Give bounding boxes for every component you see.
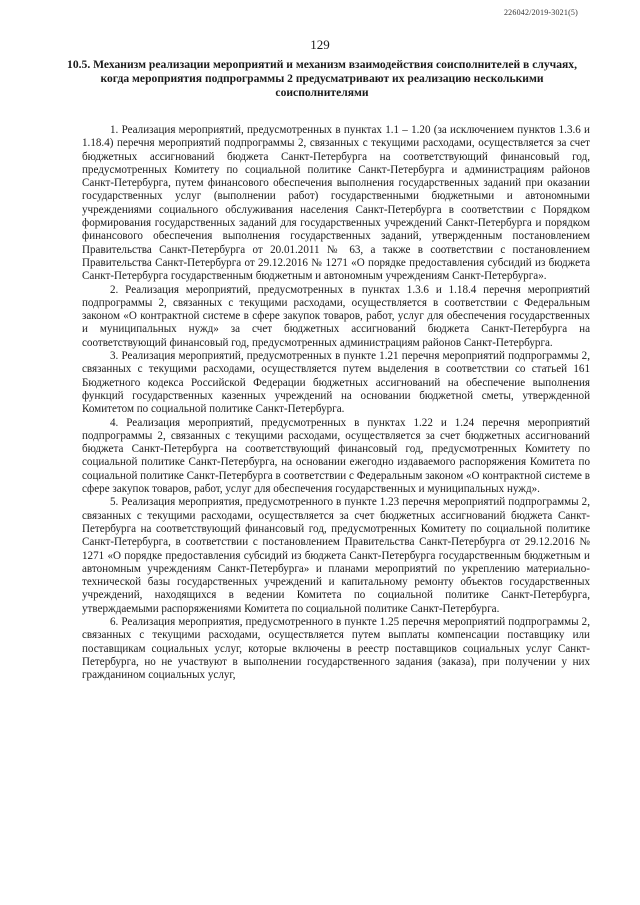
paragraph-3: 3. Реализация мероприятий, предусмотренных в пункте 1.21 перечня мероприятий подпрограммы 2, связанных с текущими расходами, осуществляется путем выделения в соответствии со статьей 161 Бюджетного кодекса Российской Федерации бюджетных ассигнований на обеспечение выполнения функций государственных казенных учреждений на основании бюджетной сметы, утвержденной Комитетом по социальной политике Санкт-Петербурга. xyxy=(82,350,590,416)
page-number: 129 xyxy=(310,37,330,52)
section-heading: 10.5. Механизм реализации мероприятий и механизм взаимодействия соисполнителей в случаях, когда мероприятия подпрограммы 2 предусматривают их реализацию несколькими соисполнителями xyxy=(67,58,577,99)
paragraph-1: 1. Реализация мероприятий, предусмотренных в пунктах 1.1 – 1.20 (за исключением пунктов 1.3.6 и 1.18.4) перечня мероприятий подпрограммы 2, связанных с текущими расходами, осуществляется за счет бюджетных ассигнований бюджета Санкт-Петербурга на соответствующий финансовый год, предусмотренных Комитету по социальной политике Санкт-Петербурга и администрациям районов Санкт-Петербурга, путем финансового обеспечения выполнения государственных заданий при оказании государственных услуг (выполнении работ) государственными бюджетными и автономными учреждениями социального обслуживания населения Санкт-Петербурга в соответствии с Порядком формирования государственных заданий для государственных учреждений Санкт-Петербурга и порядком финансового обеспечения выполнения государственных заданий, утвержденным постановлением Правительства Санкт-Петербурга от 20.01.2011 № 63, а также в соответствии с постановлением Правительства Санкт-Петербурга от 29.12.2016 № 1271 «О порядке предоставления субсидий из бюджета Санкт-Петербурга государственным бюджетным и автономным учреждениям Санкт-Петербурга». xyxy=(82,124,590,283)
document-body xyxy=(82,124,590,682)
document-registration-number: 226042/2019-3021(5) xyxy=(503,8,578,17)
paragraph-2: 2. Реализация мероприятий, предусмотренных в пунктах 1.3.6 и 1.18.4 перечня мероприятий подпрограммы 2, связанных с текущими расходами, осуществляется в соответствии с Федеральным законом «О контрактной системе в сфере закупок товаров, работ, услуг для обеспечения государственных и муниципальных нужд» за счет бюджетных ассигнований бюджета Санкт-Петербурга на соответствующий финансовый год, предусмотренных администрациям районов Санкт-Петербурга. xyxy=(82,283,590,349)
paragraph-4: 4. Реализация мероприятий, предусмотренных в пунктах 1.22 и 1.24 перечня мероприятий подпрограммы 2, связанных с текущими расходами, осуществляется за счет бюджетных ассигнований бюджета Санкт-Петербурга на соответствующий финансовый год, предусмотренных Комитету по социальной политике Санкт-Петербурга, на основании ежегодно издаваемого распоряжения Комитета по социальной политике Санкт-Петербурга в соответствии с Федеральным законом «О контрактной системе в сфере закупок товаров, работ, услуг для обеспечения государственных и муниципальных нужд». xyxy=(82,416,590,496)
paragraph-5: 5. Реализация мероприятия, предусмотренного в пункте 1.23 перечня мероприятий подпрограммы 2, связанных с текущими расходами, осуществляется за счет бюджетных ассигнований бюджета Санкт-Петербурга на соответствующий финансовый год, предусмотренных Комитету по социальной политике Санкт-Петербурга, в соответствии с постановлением Правительства Санкт-Петербурга от 29.12.2016 № 1271 «О порядке предоставления субсидий из бюджета Санкт-Петербурга государственным бюджетным и автономным учреждениям Санкт-Петербурга» и планами мероприятий по укреплению материально-технической базы государственных учреждений и капитальному ремонту объектов государственных учреждений, находящихся в ведении Комитета по социальной политике Санкт-Петербурга, утверждаемыми распоряжениями Комитета по социальной политике Санкт-Петербурга. xyxy=(82,496,590,615)
paragraph-6: 6. Реализация мероприятия, предусмотренного в пункте 1.25 перечня мероприятий подпрограммы 2, связанных с текущими расходами, осуществляется путем выплаты компенсации поставщику или поставщикам социальных услуг, которые включены в реестр поставщиков социальных услуг Санкт-Петербурга, но не участвуют в выполнении государственного задания (заказа), при получении у них гражданином социальных услуг, xyxy=(82,615,590,682)
